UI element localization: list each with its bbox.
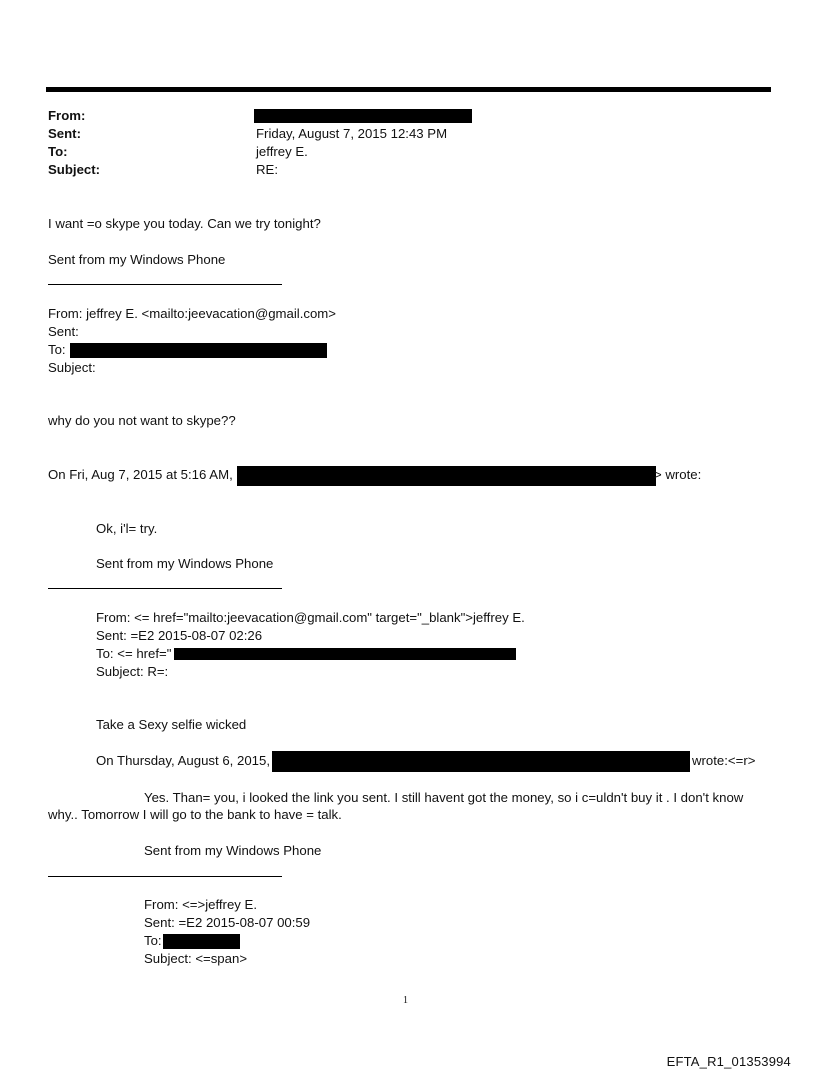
quoted3-from: From: <=>jeffrey E. [144, 897, 257, 912]
quoted1-sent: Sent: [48, 324, 79, 339]
message3-body: Ok, i'l= try. [96, 521, 158, 536]
quoted2-to: To: <= href=" [96, 646, 172, 661]
document-id: EFTA_R1_01353994 [666, 1054, 791, 1069]
separator-1 [48, 284, 282, 285]
message1-signature: Sent from my Windows Phone [48, 252, 226, 267]
quoted1-to: To: [48, 342, 66, 357]
header-to-value: jeffrey E. [256, 144, 308, 159]
quoted3-sent: Sent: =E2 2015-08-07 00:59 [144, 915, 311, 930]
separator-2 [48, 588, 282, 589]
redaction-quoted1-to [70, 343, 327, 358]
redaction-message4-sender [272, 751, 690, 772]
redaction-message2-sender [237, 466, 656, 486]
quoted3-subject: Subject: <=span> [144, 951, 248, 966]
header-subject-value: RE: [256, 162, 278, 177]
message5-body-line2: why.. Tomorrow I will go to the bank to have = talk. [48, 807, 342, 822]
quoted2-from: From: <= href="mailto:jeevacation@gmail.com" target="_blank">jeffrey E. [96, 610, 525, 625]
header-to-label: To: [48, 144, 68, 159]
page-number: 1 [403, 995, 408, 1006]
redaction-quoted3-to [163, 934, 240, 949]
quoted1-from: From: jeffrey E. <mailto:jeevacation@gmail.com> [48, 306, 336, 321]
header-from-label: From: [48, 108, 86, 123]
quoted2-subject: Subject: R=: [96, 664, 169, 679]
header-rule [46, 87, 771, 92]
message1-body: I want =o skype you today. Can we try tonight? [48, 216, 321, 231]
header-subject-label: Subject: [48, 162, 101, 177]
message4-wrote-prefix: On Thursday, August 6, 2015, [96, 753, 270, 768]
header-sent-value: Friday, August 7, 2015 12:43 PM [256, 126, 448, 141]
message5-signature: Sent from my Windows Phone [144, 843, 322, 858]
message4-body: Take a Sexy selfie wicked [96, 717, 247, 732]
message2-wrote-suffix: > wrote: [654, 467, 702, 482]
redaction-header-from [254, 109, 472, 123]
quoted2-sent: Sent: =E2 2015-08-07 02:26 [96, 628, 263, 643]
message4-wrote-suffix: wrote:<=r> [692, 753, 756, 768]
separator-3 [48, 876, 282, 877]
quoted1-subject: Subject: [48, 360, 96, 375]
message2-body: why do you not want to skype?? [48, 413, 236, 428]
quoted3-to: To: [144, 933, 162, 948]
header-sent-label: Sent: [48, 126, 81, 141]
message3-signature: Sent from my Windows Phone [96, 556, 274, 571]
message5-body-line1: Yes. Than= you, i looked the link you sent. I still havent got the money, so i c=uldn't buy it . I don't know [144, 790, 744, 805]
redaction-quoted2-to [174, 648, 516, 660]
message2-wrote-prefix: On Fri, Aug 7, 2015 at 5:16 AM, [48, 467, 233, 482]
